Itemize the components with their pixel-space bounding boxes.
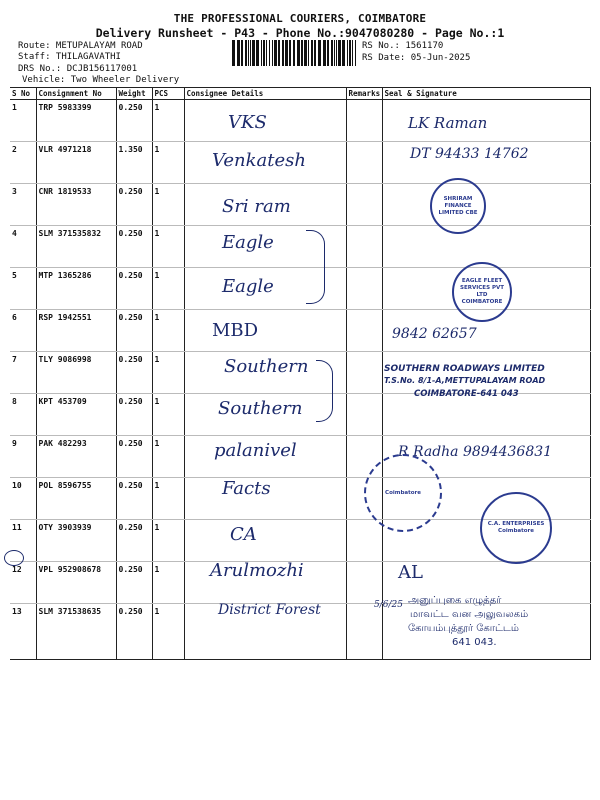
row-consignment-no: SLM 371538635 [36, 604, 116, 660]
runsheet-subtitle: Delivery Runsheet - P43 - Phone No.:9047080280 - Page No.:1 [95, 26, 505, 40]
barcode-bar [263, 40, 265, 66]
row-seal-signature [382, 226, 590, 268]
row-consignment-no: POL 8596755 [36, 478, 116, 520]
table-row [10, 184, 590, 226]
row-pcs: 1 [152, 520, 184, 562]
column-header: Remarks [346, 88, 382, 100]
barcode-bar [323, 40, 326, 66]
row-consignment-no: VPL 952908678 [36, 562, 116, 604]
row-consignment-no: SLM 371535832 [36, 226, 116, 268]
row-pcs: 1 [152, 562, 184, 604]
barcode-bar [314, 40, 316, 66]
row-pcs: 1 [152, 394, 184, 436]
row-weight: 0.250 [116, 394, 152, 436]
barcode-bar [352, 40, 353, 66]
route-label: Route: METUPALAYAM ROAD [18, 41, 143, 51]
row-consignment-no: MTP 1365286 [36, 268, 116, 310]
row-sno: 10 [10, 478, 36, 520]
stamp-text: SHRIRAM FINANCE LIMITED CBE [438, 195, 478, 216]
row-weight: 0.250 [116, 478, 152, 520]
row-weight: 0.250 [116, 226, 152, 268]
barcode-bar [355, 40, 356, 66]
handwritten-consignee: District Forest [218, 602, 321, 618]
column-header: Weight [116, 88, 152, 100]
row-remarks [346, 226, 382, 268]
handwritten-consignee: palanivel [214, 440, 297, 461]
barcode-bar [338, 40, 341, 66]
row-remarks [346, 604, 382, 660]
row-remarks [346, 352, 382, 394]
row-sno: 5 [10, 268, 36, 310]
row-pcs: 1 [152, 226, 184, 268]
handwritten-consignee: VKS [228, 112, 267, 133]
barcode-bar [272, 40, 273, 66]
handwritten-consignee: Facts [222, 478, 271, 499]
row-consignment-no: TLY 9086998 [36, 352, 116, 394]
row-weight: 0.250 [116, 352, 152, 394]
barcode-bar [248, 40, 249, 66]
handwritten-consignee: Eagle [222, 232, 274, 253]
southern-stamp-line3: COIMBATORE-641 043 [414, 389, 519, 399]
row-weight: 0.250 [116, 436, 152, 478]
barcode-bar [308, 40, 309, 66]
row-circle-mark [4, 550, 24, 566]
tamil-stamp-line3: கோயம்புத்தூர் கோட்டம் [408, 623, 519, 634]
row-pcs: 1 [152, 478, 184, 520]
handwritten-signature: R Radha 9894436831 [398, 444, 553, 460]
shriram-stamp [430, 178, 486, 234]
eagle-stamp [452, 262, 512, 322]
row-pcs: 1 [152, 268, 184, 310]
table-row [10, 100, 590, 142]
barcode-bar [347, 40, 348, 66]
row-sno: 2 [10, 142, 36, 184]
row-weight: 0.250 [116, 604, 152, 660]
row-weight: 0.250 [116, 310, 152, 352]
barcode-bar [245, 40, 247, 66]
row-remarks [346, 100, 382, 142]
row-pcs: 1 [152, 436, 184, 478]
barcode-bar [261, 40, 262, 66]
row-weight: 0.250 [116, 268, 152, 310]
barcode-bar [241, 40, 243, 66]
row-sno: 11 [10, 520, 36, 562]
column-header: Consignee Details [184, 88, 346, 100]
barcode-bar [250, 40, 251, 66]
column-header: S No [10, 88, 36, 100]
company-title: THE PROFESSIONAL COURIERS, COIMBATORE [173, 12, 427, 25]
row-seal-signature [382, 184, 590, 226]
row-remarks [346, 310, 382, 352]
row-remarks [346, 142, 382, 184]
tamil-stamp-line2: மாவட்ட வன அலுவலகம் [410, 609, 529, 620]
row-sno: 7 [10, 352, 36, 394]
southern-stamp-line2: T.S.No. 8/1-A,METTUPALAYAM ROAD [384, 376, 546, 385]
barcode-bar [293, 40, 295, 66]
stamp-text: C.A. ENTERPRISES Coimbatore [487, 521, 545, 534]
coimbatore-round-stamp [364, 454, 442, 532]
row-remarks [346, 394, 382, 436]
handwritten-signature: 9842 62657 [392, 326, 477, 342]
table-row [10, 226, 590, 268]
row-consignment-no: TRP 5983399 [36, 100, 116, 142]
handwritten-signature: DT 94433 14762 [410, 146, 529, 162]
handwritten-date: 5/6/25 [374, 600, 403, 610]
barcode-bar [304, 40, 307, 66]
bracket-mark [316, 360, 333, 422]
row-sno: 6 [10, 310, 36, 352]
row-consignee-details [184, 520, 346, 562]
barcode-bar [331, 40, 333, 66]
row-sno: 9 [10, 436, 36, 478]
column-header: PCS [152, 88, 184, 100]
barcode-bar [289, 40, 291, 66]
barcode-bar [274, 40, 277, 66]
handwritten-consignee: Southern [218, 398, 303, 419]
row-sno: 4 [10, 226, 36, 268]
barcode-bar [237, 40, 240, 66]
row-weight: 1.350 [116, 142, 152, 184]
barcode-bar [256, 40, 259, 66]
barcode-bar [232, 40, 235, 66]
handwritten-consignee: Arulmozhi [210, 560, 304, 581]
barcode-bar [252, 40, 255, 66]
column-header: Seal & Signature [382, 88, 590, 100]
barcode-bar [282, 40, 284, 66]
row-remarks [346, 268, 382, 310]
row-weight: 0.250 [116, 184, 152, 226]
row-pcs: 1 [152, 184, 184, 226]
staff-label: Staff: THILAGAVATHI [18, 52, 121, 62]
drs-number: DRS No.: DCJB156117001 [18, 64, 138, 74]
row-remarks [346, 562, 382, 604]
tamil-stamp-line4: 641 043. [452, 637, 497, 648]
barcode-bar [269, 40, 270, 66]
table-header-row [10, 88, 590, 100]
row-consignment-no: VLR 4971218 [36, 142, 116, 184]
handwritten-signature: AL [398, 562, 423, 583]
handwritten-consignee: MBD [212, 320, 259, 341]
barcode-bar [327, 40, 329, 66]
barcode-bar [334, 40, 335, 66]
handwritten-consignee: Sri ram [222, 196, 291, 217]
rs-number: RS No.: 1561170 [362, 41, 444, 51]
barcode-bar [342, 40, 345, 66]
barcode-bar [336, 40, 337, 66]
row-consignment-no: RSP 1942551 [36, 310, 116, 352]
row-seal-signature [382, 394, 590, 436]
handwritten-consignee: CA [230, 524, 257, 545]
row-pcs: 1 [152, 352, 184, 394]
row-consignment-no: PAK 482293 [36, 436, 116, 478]
rs-date: RS Date: 05-Jun-2025 [362, 53, 471, 63]
barcode-bar [297, 40, 300, 66]
barcode-bar [349, 40, 351, 66]
row-sno: 8 [10, 394, 36, 436]
row-pcs: 1 [152, 100, 184, 142]
barcode-bar [285, 40, 288, 66]
barcode-bar [266, 40, 267, 66]
stamp-text: Coimbatore [385, 489, 421, 496]
row-sno: 12 [10, 562, 36, 604]
row-pcs: 1 [152, 310, 184, 352]
row-remarks [346, 184, 382, 226]
row-sno: 13 [10, 604, 36, 660]
column-header: Consignment No [36, 88, 116, 100]
row-consignment-no: CNR 1819533 [36, 184, 116, 226]
stamp-text: EAGLE FLEET SERVICES PVT LTD COIMBATORE [460, 278, 504, 305]
row-consignment-no: OTY 3903939 [36, 520, 116, 562]
handwritten-consignee: Venkatesh [212, 150, 306, 171]
handwritten-consignee: Eagle [222, 276, 274, 297]
row-sno: 3 [10, 184, 36, 226]
southern-stamp-line1: SOUTHERN ROADWAYS LIMITED [384, 364, 545, 374]
vehicle-label: Vehicle: Two Wheeler Delivery [22, 75, 180, 85]
row-sno: 1 [10, 100, 36, 142]
barcode-bar [301, 40, 303, 66]
bracket-mark [306, 230, 325, 304]
row-consignee-details [184, 310, 346, 352]
row-pcs: 1 [152, 142, 184, 184]
handwritten-signature: LK Raman [408, 114, 488, 132]
barcode-bar [311, 40, 313, 66]
row-remarks [346, 520, 382, 562]
row-consignment-no: KPT 453709 [36, 394, 116, 436]
barcode-bar [318, 40, 321, 66]
row-weight: 0.250 [116, 520, 152, 562]
table-row [10, 310, 590, 352]
ca-enterprises-stamp [480, 492, 552, 564]
barcode-image [232, 40, 356, 66]
handwritten-consignee: Southern [224, 356, 309, 377]
tamil-stamp-line1: அனுப்புகை எழுத்தர் [408, 595, 502, 606]
row-weight: 0.250 [116, 100, 152, 142]
row-weight: 0.250 [116, 562, 152, 604]
row-pcs: 1 [152, 604, 184, 660]
barcode-bar [278, 40, 280, 66]
